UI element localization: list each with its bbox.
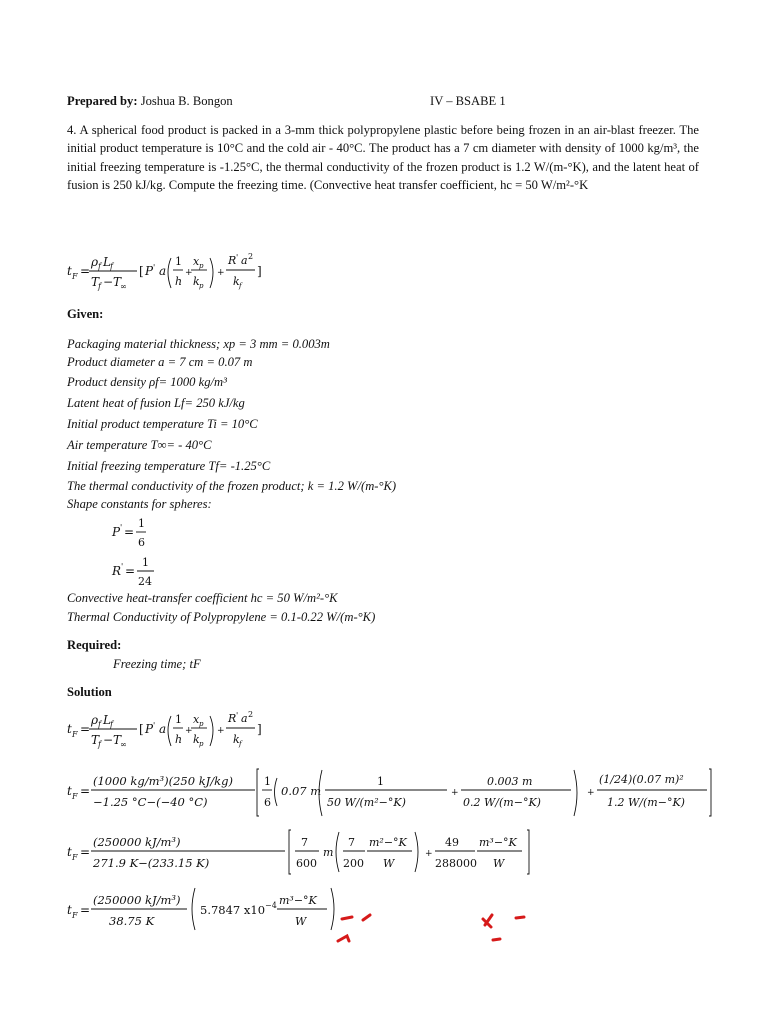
- svg-text:m²−°K: m²−°K: [369, 836, 407, 849]
- svg-text:': ': [153, 721, 156, 730]
- svg-text:+: +: [217, 726, 225, 736]
- given-item: Packaging material thickness; xp = 3 mm = 0.003m: [67, 337, 330, 351]
- author-name: Joshua B. Bongon: [137, 94, 233, 108]
- svg-text:R: R: [112, 564, 122, 578]
- svg-text:f: f: [98, 262, 101, 271]
- pen-mark: [483, 915, 492, 927]
- svg-text:F: F: [72, 272, 78, 281]
- svg-text:k: k: [233, 275, 240, 288]
- svg-text:p: p: [199, 262, 204, 270]
- svg-text:f: f: [239, 282, 242, 290]
- svg-text:k: k: [233, 733, 240, 746]
- given-item: Latent heat of fusion Lf= 250 kJ/kg: [67, 396, 245, 410]
- svg-text:': ': [121, 562, 124, 571]
- svg-text:50 W/(m²−°K): 50 W/(m²−°K): [327, 796, 406, 809]
- given-item: Initial product temperature Ti = 10°C: [67, 417, 258, 431]
- svg-text:38.75 K: 38.75 K: [109, 914, 155, 928]
- svg-text:288000: 288000: [435, 857, 477, 870]
- svg-text:t: t: [67, 903, 72, 917]
- svg-text:': ': [120, 523, 123, 532]
- svg-text:(250000 kJ/m³): (250000 kJ/m³): [93, 893, 181, 907]
- svg-text:[: [: [139, 722, 144, 736]
- svg-text:f: f: [98, 720, 101, 729]
- solution-formula: [67, 708, 327, 754]
- svg-text:k: k: [193, 733, 200, 746]
- given-item: Product diameter a = 7 cm = 0.07 m: [67, 355, 253, 369]
- pen-mark: [516, 917, 524, 918]
- given-heading: Given:: [67, 307, 104, 321]
- svg-text:t: t: [67, 784, 72, 798]
- svg-text:L: L: [103, 713, 111, 727]
- svg-text:T: T: [113, 275, 122, 289]
- svg-text:W: W: [493, 857, 505, 870]
- svg-text:p: p: [199, 282, 204, 290]
- svg-text:1: 1: [138, 517, 145, 530]
- svg-text:(1000 kg/m³)(250 kJ/kg): (1000 kg/m³)(250 kJ/kg): [93, 774, 233, 788]
- svg-text:x: x: [193, 713, 200, 726]
- given-item: Initial freezing temperature Tf= -1.25°C: [67, 459, 271, 473]
- svg-text:+: +: [451, 788, 459, 798]
- svg-text:m: m: [323, 846, 334, 859]
- pen-mark: [493, 939, 500, 940]
- svg-text:24: 24: [138, 575, 152, 588]
- svg-text:t: t: [67, 264, 72, 278]
- problem-statement: 4. A spherical food product is packed in a 3-mm thick polypropylene plastic before being frozen in an air-blast freezer. The initial product temperature is 10°C and the cold air - 40°C. The product has a 7 cm diameter with density of 1000 kg/m³, the initial freezing temperature is -1.25°C, the thermal conductivity of the frozen product is 1.2 W/(m-°K), and the latent heat of fusion is 250 kJ/kg. Compute the freezing time. (Convective heat transfer coefficient, hc = 50 W/m²-°K: [67, 123, 699, 193]
- solution-step-3: [67, 884, 357, 934]
- pen-mark: [363, 915, 370, 920]
- svg-text:271.9 K−(233.15 K): 271.9 K−(233.15 K): [93, 856, 210, 870]
- svg-text:P: P: [145, 722, 154, 736]
- svg-text:p: p: [199, 720, 204, 728]
- svg-text:t: t: [67, 845, 72, 859]
- solution-step-2: [67, 826, 547, 880]
- svg-text:P: P: [145, 264, 154, 278]
- svg-text:+: +: [217, 268, 225, 278]
- svg-text:+: +: [587, 788, 595, 798]
- svg-text:7: 7: [348, 836, 355, 849]
- svg-text:F: F: [72, 911, 78, 920]
- svg-text:+: +: [425, 849, 433, 859]
- svg-text:=: =: [80, 903, 91, 917]
- solution-step-1: [67, 764, 685, 822]
- svg-text:200: 200: [343, 857, 364, 870]
- svg-text:ρ: ρ: [91, 255, 99, 269]
- svg-text:+: +: [185, 726, 193, 736]
- svg-text:1: 1: [175, 255, 182, 268]
- svg-text:5.7847 x10: 5.7847 x10: [200, 903, 266, 917]
- given-item: Product density ρf= 1000 kg/m³: [67, 375, 227, 389]
- svg-text:T: T: [91, 733, 100, 747]
- svg-text:m³−°K: m³−°K: [279, 894, 317, 907]
- svg-text:0.2 W/(m−°K): 0.2 W/(m−°K): [463, 796, 541, 809]
- svg-text:1: 1: [175, 713, 182, 726]
- given-item: Air temperature T∞= - 40°C: [67, 438, 212, 452]
- svg-text:=: =: [124, 525, 135, 539]
- svg-text:2: 2: [248, 710, 254, 719]
- svg-text:1: 1: [377, 775, 384, 788]
- svg-text:]: ]: [257, 264, 262, 278]
- svg-text:[: [: [139, 264, 144, 278]
- svg-text:(250000 kJ/m³): (250000 kJ/m³): [93, 835, 181, 849]
- svg-text:t: t: [67, 722, 72, 736]
- svg-text:h: h: [175, 733, 183, 746]
- svg-text:0.003 m: 0.003 m: [487, 775, 533, 788]
- svg-text:R: R: [228, 712, 237, 725]
- required-text: Freezing time; tF: [113, 657, 201, 671]
- svg-text:R: R: [228, 254, 237, 267]
- given-item: The thermal conductivity of the frozen product; k = 1.2 W/(m-°K): [67, 479, 397, 493]
- svg-text:1: 1: [264, 775, 271, 788]
- svg-text:2: 2: [248, 252, 254, 261]
- svg-text:6: 6: [264, 796, 271, 809]
- svg-text:W: W: [295, 915, 307, 928]
- given-item: Thermal Conductivity of Polypropylene = 0.1-0.22 W/(m-°K): [67, 610, 376, 624]
- svg-text:F: F: [72, 730, 78, 739]
- svg-text:T: T: [113, 733, 122, 747]
- svg-text:600: 600: [296, 857, 317, 870]
- svg-text:−: −: [103, 733, 114, 747]
- svg-text:∞: ∞: [120, 282, 127, 291]
- svg-text:7: 7: [301, 836, 308, 849]
- svg-text:f: f: [110, 720, 113, 729]
- r-constant: [112, 553, 172, 593]
- svg-text:]: ]: [257, 722, 262, 736]
- svg-text:=: =: [80, 264, 91, 278]
- svg-text:6: 6: [138, 536, 145, 549]
- solution-heading: Solution: [67, 685, 112, 699]
- prepared-by-line: [67, 92, 233, 110]
- svg-text:a: a: [241, 254, 248, 267]
- svg-text:+: +: [185, 268, 193, 278]
- svg-text:=: =: [80, 784, 91, 798]
- svg-text:': ': [236, 711, 239, 720]
- annotation-marks: [330, 905, 530, 955]
- section-label: IV – BSABE 1: [430, 94, 506, 108]
- given-item: Convective heat-transfer coefficient hc = 50 W/m²-°K: [67, 591, 338, 605]
- svg-text:p: p: [199, 740, 204, 748]
- svg-text:=: =: [80, 722, 91, 736]
- svg-text:f: f: [110, 262, 113, 271]
- svg-text:−: −: [103, 275, 114, 289]
- given-item: Shape constants for spheres:: [67, 497, 212, 511]
- freezing-time-formula: [67, 250, 327, 296]
- pen-mark: [338, 936, 349, 941]
- svg-text:F: F: [72, 853, 78, 862]
- svg-text:m³−°K: m³−°K: [479, 836, 517, 849]
- svg-text:−1.25 °C−(−40 °C): −1.25 °C−(−40 °C): [93, 795, 208, 809]
- svg-text:L: L: [103, 255, 111, 269]
- svg-text:f: f: [239, 740, 242, 748]
- svg-text:−4: −4: [265, 901, 277, 910]
- svg-text:F: F: [72, 792, 78, 801]
- prepared-by-label: Prepared by:: [67, 94, 138, 108]
- svg-text:h: h: [175, 275, 183, 288]
- svg-text:T: T: [91, 275, 100, 289]
- svg-text:f: f: [98, 282, 101, 291]
- svg-text:x: x: [193, 255, 200, 268]
- svg-text:P: P: [112, 525, 121, 539]
- svg-text:a: a: [159, 264, 167, 278]
- svg-text:1: 1: [142, 556, 149, 569]
- pen-mark: [342, 917, 352, 919]
- svg-text:': ': [236, 253, 239, 262]
- svg-text:0.07 m: 0.07 m: [281, 784, 322, 798]
- svg-text:=: =: [80, 845, 91, 859]
- svg-text:a: a: [241, 712, 248, 725]
- svg-text:(1/24)(0.07 m)²: (1/24)(0.07 m)²: [599, 773, 684, 786]
- required-heading: Required:: [67, 638, 122, 652]
- svg-text:k: k: [193, 275, 200, 288]
- svg-text:a: a: [159, 722, 167, 736]
- svg-text:ρ: ρ: [91, 713, 99, 727]
- svg-text:∞: ∞: [120, 740, 127, 749]
- svg-text:': ': [153, 263, 156, 272]
- svg-text:49: 49: [445, 836, 459, 849]
- svg-text:f: f: [98, 740, 101, 749]
- svg-text:W: W: [383, 857, 395, 870]
- p-constant: [112, 514, 172, 554]
- svg-text:1.2 W/(m−°K): 1.2 W/(m−°K): [607, 796, 685, 809]
- svg-text:=: =: [125, 564, 136, 578]
